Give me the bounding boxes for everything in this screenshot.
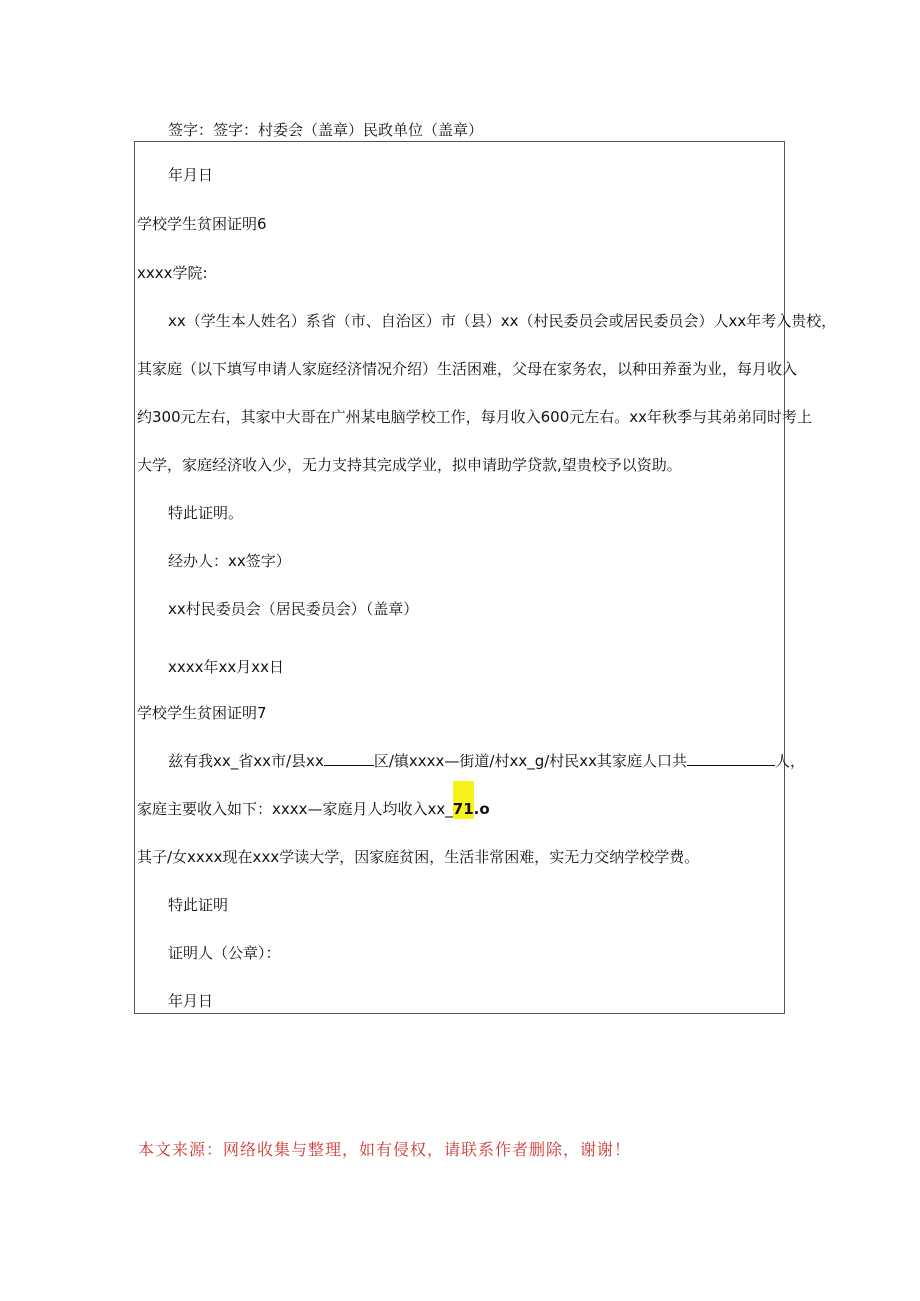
- section6-certify: 特此证明。: [168, 504, 244, 522]
- blank-underline-2: [687, 751, 775, 766]
- section7-line-2: [137, 799, 490, 819]
- section7-line2-part-a: 家庭主要收入如下：xxxx—家庭月人均收入xx_: [137, 800, 453, 818]
- date-line-top: 年月日: [168, 166, 214, 184]
- section6-title: 学校学生贫困证明6: [137, 215, 267, 233]
- section6-para-line-4: 大学，家庭经济收入少，无力支持其完成学业，拟申请助学贷款,望贵校予以资助。: [137, 456, 682, 474]
- section6-para-line-1: xx（学生本人姓名）系省（市、自治区）市（县）xx（村民委员会或居民委员会）人xx年考入贵校，: [168, 312, 837, 330]
- section7-date-line: 年月日: [168, 992, 214, 1010]
- header-signature-line: 签字：签字：村委会（盖章）民政单位（盖章）: [168, 121, 484, 139]
- blank-underline-1: [324, 751, 374, 766]
- section7-line1-part-a: 兹有我xx_省xx市/县xx: [168, 752, 324, 770]
- section7-line1-part-b: 区/镇xxxx—街道/村xx_g/村民xx其家庭人口共: [373, 752, 688, 770]
- section6-date: xxxx年xx月xx日: [168, 658, 285, 676]
- section6-committee: xx村民委员会（居民委员会）（盖章）: [168, 600, 419, 618]
- section6-para-line-2: 其家庭（以下填写申请人家庭经济情况介绍）生活困难，父母在家务农，以种田养蚕为业，每月收入: [137, 360, 798, 378]
- document-frame: [134, 141, 785, 1014]
- section7-title: 学校学生贫困证明7: [137, 704, 267, 722]
- section7-certify: 特此证明: [168, 896, 229, 914]
- section7-line-1: [168, 751, 805, 771]
- section6-para-line-3: 约300元左右，其家中大哥在广州某电脑学校工作，每月收入600元左右。xx年秋季与其弟弟同时考上: [137, 408, 813, 426]
- highlighted-amount: 71: [453, 781, 474, 819]
- section7-certifier: 证明人（公章）：: [168, 944, 281, 962]
- section7-line-3: 其子/女xxxx现在xxx学读大学，因家庭贫困，生活非常困难，实无力交纳学校学费。: [137, 848, 700, 866]
- source-disclaimer: 本文来源：网络收集与整理，如有侵权，请联系作者删除，谢谢！: [138, 1140, 632, 1159]
- section6-handler: 经办人：xx签字）: [168, 552, 291, 570]
- section6-addressee: xxxx学院:: [137, 264, 208, 282]
- section7-line1-part-c: 人，: [775, 752, 806, 770]
- section7-line2-part-b: .o: [473, 800, 490, 818]
